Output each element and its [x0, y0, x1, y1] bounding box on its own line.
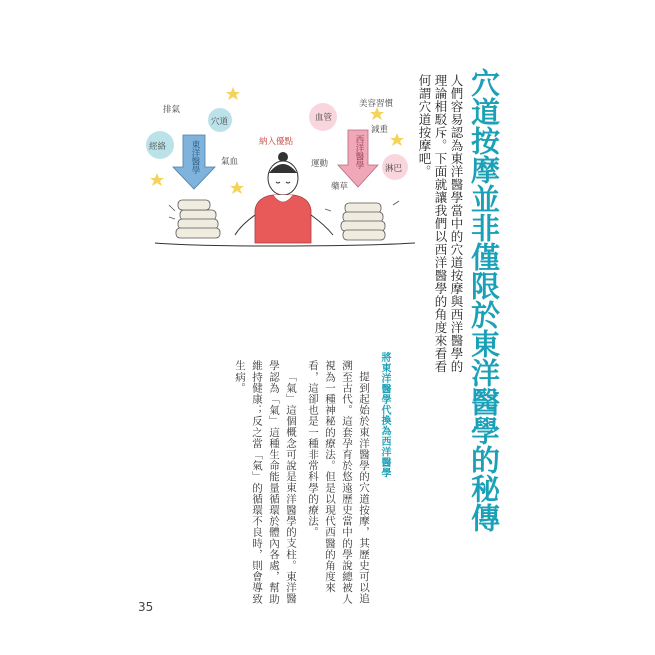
body-text: [212, 360, 372, 610]
right-towel-stack: [341, 203, 385, 240]
ground-line: [155, 243, 415, 246]
label-narou: 納入優點: [259, 137, 294, 147]
label-paiqi: 排氣: [163, 105, 181, 115]
label-dongyang: 東洋醫學: [190, 140, 200, 174]
label-xuedao: 穴道: [211, 117, 229, 127]
label-meirong: 美容習慣: [359, 99, 394, 109]
page-number: 35: [138, 600, 154, 614]
page-title: 穴道按摩並非僅限於東洋醫學的秘傳: [467, 68, 501, 532]
section-heading: 將東洋醫學代換為西洋醫學: [379, 352, 390, 478]
body-paragraph: 提到起始於東洋醫學的穴道按摩，其歷史可以追溯至古代。這套孕育於悠遠歷史當中的學說總被人視為一種神秘的療法。但是以現代西醫的角度來看，這卻也是一種非常科學的療法。: [307, 360, 370, 605]
label-qixue: 氣血: [221, 157, 239, 167]
illustration: [145, 85, 425, 260]
body-paragraph: 「氣」這個概念可說是東洋醫學的支柱。東洋醫學認為「氣」這種生命能量循環於體內各處，幫助維持健康；反之當「氣」的循環不良時，則會導致生病。: [234, 360, 297, 605]
illustration-svg: [145, 85, 425, 260]
label-linba: 淋巴: [385, 164, 403, 174]
left-towel-stack: [176, 200, 220, 238]
label-xuegu: 血管: [315, 113, 333, 123]
label-yaocao: 藥草: [331, 182, 349, 192]
label-jingluo: 經絡: [149, 142, 167, 152]
intro-text: 人們容易認為東洋醫學當中的穴道按摩與西洋醫學的理論相駁斥。下面就讓我們以西洋醫學的角度來看看何謂穴道按摩吧。: [417, 74, 464, 373]
label-jianfei: 減重: [371, 125, 389, 135]
label-yundong: 運動: [311, 159, 329, 169]
label-xiyang: 西洋醫學: [354, 135, 364, 169]
